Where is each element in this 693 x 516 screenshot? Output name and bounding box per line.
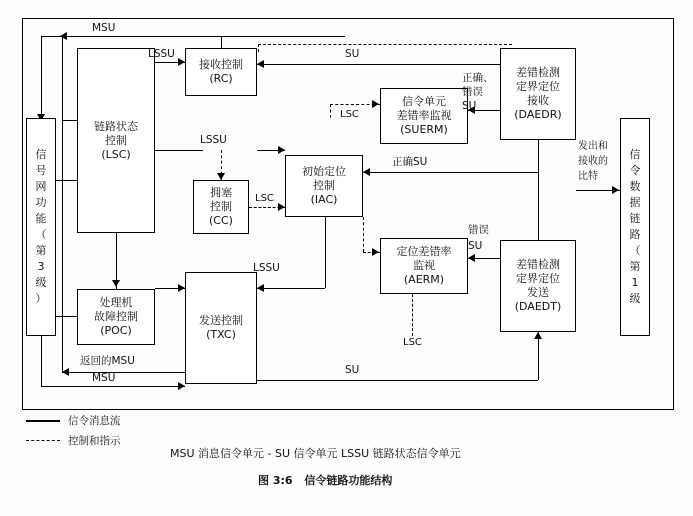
arrow-lssu-bottom xyxy=(178,284,185,292)
label-returned-msu: 返回的MSU xyxy=(80,355,135,367)
block-cc xyxy=(193,180,249,234)
label-lsc-suerm: LSC xyxy=(340,109,359,120)
block-suerm-l2: (SUERM) xyxy=(400,123,448,136)
block-level1-l3: 据 xyxy=(629,196,641,209)
block-cc-l0: 拥塞 xyxy=(210,186,232,199)
block-cc-l2: (CC) xyxy=(209,214,233,227)
arrow-su-bottom-up xyxy=(534,332,542,339)
arrow-bits xyxy=(612,186,619,194)
line-msu-bottom-v xyxy=(41,336,42,386)
block-suerm-l1: 差错率监视 xyxy=(396,109,452,122)
block-poc-l1: 故障控制 xyxy=(94,310,138,323)
label-correct-error-su-3: SU xyxy=(462,100,477,112)
block-daedr-l2: 接收 xyxy=(527,94,549,107)
block-level1-l9: 级 xyxy=(629,292,641,305)
line-level3-lsc-mid xyxy=(56,180,77,181)
arrow-error-su xyxy=(468,254,475,262)
label-bits-3: 比特 xyxy=(578,171,598,182)
label-lssu-top: LSSU xyxy=(148,48,175,60)
block-level1-l5: 路 xyxy=(629,228,641,241)
block-level3-l7: 3 xyxy=(37,260,45,273)
legend-solid-line xyxy=(26,420,60,422)
arrow-lsc-suerm xyxy=(372,100,379,108)
line-level3-poc xyxy=(56,316,77,317)
legend-dashed-line xyxy=(26,440,60,441)
block-poc-l0: 处理机 xyxy=(99,296,133,309)
arrow-iac-aerm xyxy=(372,248,379,256)
block-level3-l8: 级 xyxy=(35,276,47,289)
line-iac-txc xyxy=(257,288,325,289)
arrow-msu-left xyxy=(60,32,67,40)
arrow-lsc-cc xyxy=(217,173,225,180)
block-level1-l6: （ xyxy=(629,244,641,257)
block-daedr-l1: 定界定位 xyxy=(516,80,560,93)
block-poc-l2: (POC) xyxy=(100,324,132,337)
daedr-daedt-spine xyxy=(538,140,539,240)
line-correct-su xyxy=(363,172,538,173)
block-level1-l1: 令 xyxy=(629,164,641,177)
line-su-bottom xyxy=(257,380,538,381)
block-level3-l5: （ xyxy=(35,228,47,241)
block-level1-l8: 1 xyxy=(631,276,639,289)
block-iac-l2: (IAC) xyxy=(310,193,338,206)
line-msu-top xyxy=(41,36,345,37)
line-su-bottom-v xyxy=(538,332,539,380)
arrow-lssu-mid xyxy=(278,146,285,154)
block-level1-l7: 第 xyxy=(629,260,641,273)
block-cc-l1: 控制 xyxy=(210,200,232,213)
block-lsc xyxy=(77,48,155,233)
line-msu-bottom xyxy=(41,386,185,387)
figure-caption-number: 图 3:6 xyxy=(258,474,293,487)
arrow-lssu-top-to-rc xyxy=(178,58,185,66)
label-lssu-bottom: LSSU xyxy=(253,262,280,274)
block-aerm-l0: 定位差错率 xyxy=(396,245,452,258)
block-level3-l9: ） xyxy=(35,292,47,305)
block-iac-l0: 初始定位 xyxy=(302,165,346,178)
line-level3-spine xyxy=(62,36,63,372)
block-aerm-l1: 监视 xyxy=(413,259,435,272)
block-daedt-l3: (DAEDT) xyxy=(514,300,562,313)
block-suerm xyxy=(380,88,468,144)
dash-rc-to-daedr xyxy=(258,44,512,45)
block-level3-l4: 能 xyxy=(35,212,47,225)
line-su-top xyxy=(257,64,500,65)
label-lsc-aerm: LSC xyxy=(403,337,422,348)
block-iac xyxy=(285,155,363,217)
block-poc xyxy=(77,289,155,345)
block-level1-l2: 数 xyxy=(629,180,641,193)
block-level1 xyxy=(620,118,650,336)
block-level3-l6: 第 xyxy=(35,244,47,257)
label-error-su-1: 错误 xyxy=(468,224,489,236)
block-txc-l0: 发送控制 xyxy=(199,314,243,327)
block-level1-l0: 信 xyxy=(629,148,641,161)
arrow-returned-msu xyxy=(62,368,69,376)
block-iac-l1: 控制 xyxy=(313,179,335,192)
block-txc-l1: (TXC) xyxy=(206,328,236,341)
block-daedr-l3: (DAEDR) xyxy=(514,108,562,121)
label-lssu-mid: LSSU xyxy=(200,134,227,146)
label-bits-1: 发出和 xyxy=(578,141,608,152)
block-txc xyxy=(185,272,257,384)
block-daedt-l0: 差错检测 xyxy=(516,258,560,271)
line-iac-txc-v xyxy=(325,217,326,288)
block-lsc-l0: 链路状态 xyxy=(94,119,138,133)
label-su-bottom: SU xyxy=(345,364,360,376)
arrow-lsc-poc xyxy=(112,280,120,287)
block-level3-l1: 号 xyxy=(35,164,47,177)
arrow-su-top-to-rc xyxy=(257,60,264,68)
abbreviation-note: MSU 消息信令单元 - SU 信令单元 LSSU 链路状态信令单元 xyxy=(170,447,461,460)
line-rc-to-msu xyxy=(221,36,222,48)
block-lsc-l1: 控制 xyxy=(105,133,127,147)
line-lssu-mid-2 xyxy=(155,150,203,151)
label-msu-bottom: MSU xyxy=(92,372,116,384)
line-level3-lsc-top xyxy=(62,120,77,121)
dash-iac-down xyxy=(363,217,364,252)
label-correct-su: 正确SU xyxy=(392,156,428,168)
label-lsc-cc: LSC xyxy=(255,193,274,204)
dash-aerm-down xyxy=(412,294,413,336)
arrow-correct-su xyxy=(363,168,370,176)
label-error-su-2: SU xyxy=(468,240,483,252)
line-msu-top-down-l3 xyxy=(41,36,42,120)
label-correct-error-su-1: 正确、 xyxy=(462,72,494,84)
block-level1-l4: 链 xyxy=(629,212,641,225)
block-suerm-l0: 信令单元 xyxy=(402,95,446,108)
block-rc-l1: (RC) xyxy=(209,72,233,85)
arrow-cc-iac xyxy=(278,203,285,211)
dash-lsc-suerm-down xyxy=(330,104,331,118)
block-rc xyxy=(185,48,257,96)
block-daedr-l0: 差错检测 xyxy=(516,66,560,79)
block-daedr xyxy=(500,48,576,140)
label-bits-2: 接收的 xyxy=(578,156,608,167)
label-su-top: SU xyxy=(345,48,360,60)
block-aerm xyxy=(380,238,468,294)
arrow-msu-bottom xyxy=(178,382,185,390)
line-returned-msu xyxy=(62,372,185,373)
block-level3 xyxy=(26,118,56,336)
arrow-iac-txc xyxy=(257,284,264,292)
dash-rc-up xyxy=(258,44,259,52)
figure-caption-title: 信令链路功能结构 xyxy=(304,474,393,487)
block-daedt-l1: 定界定位 xyxy=(516,272,560,285)
label-correct-error-su-2: 错误 xyxy=(462,86,483,98)
block-level3-l0: 信 xyxy=(35,148,47,161)
legend-solid-label: 信令消息流 xyxy=(68,415,121,427)
block-aerm-l2: (AERM) xyxy=(403,273,445,286)
block-rc-l0: 接收控制 xyxy=(199,58,243,71)
legend-dashed-label: 控制和指示 xyxy=(68,435,121,447)
block-lsc-l2: (LSC) xyxy=(101,147,131,161)
figure-caption xyxy=(258,472,392,488)
label-msu-top: MSU xyxy=(92,22,116,34)
block-daedt xyxy=(500,240,576,332)
block-daedt-l2: 发送 xyxy=(527,286,549,299)
block-level3-l3: 功 xyxy=(35,196,47,209)
block-level3-l2: 网 xyxy=(35,180,47,193)
